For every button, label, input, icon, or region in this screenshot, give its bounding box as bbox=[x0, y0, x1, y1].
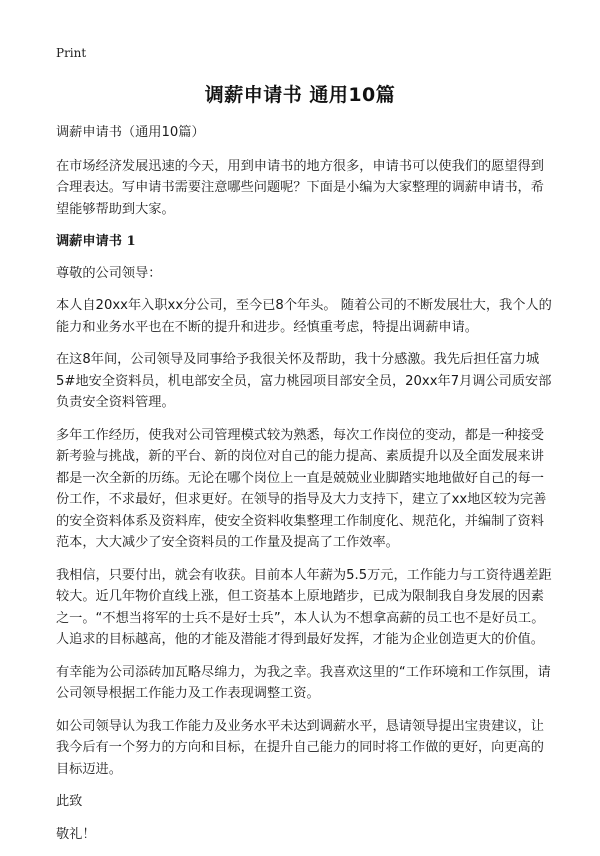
body-paragraph: 多年工作经历，使我对公司管理模式较为熟悉，每次工作岗位的变动，都是一种接受新考验与挑战，新的平台、新的岗位对自己的能力提高、素质提升以及全面发展来讲都是一次全新的历练。无论在哪个岗位上一直是兢兢业业脚踏实地地做好自己的每一份工作，不求最好，但求更好。在领导的指导及大力支持下，建立了xx地区较为完善的安全资料体系及资料库，使安全资料收集整理工作制度化、规范化，并编制了资料范本，大大减少了安全资料员的工作量及提高了工作效率。 bbox=[56, 427, 547, 550]
body-paragraph: 在这8年间，公司领导及同事给予我很关怀及帮助，我十分感激。我先后担任富力城5#地安全资料员，机电部安全员，富力桃园项目部安全员，20xx年7月调公司质安部负责安全资料管理。 bbox=[56, 352, 552, 410]
section-heading: 调薪申请书 1 bbox=[56, 234, 136, 249]
document-body bbox=[56, 122, 556, 856]
body-paragraph: 本人自20xx年入职xx分公司，至今已8个年头。 随着公司的不断发展壮大，我个人的能力和业务水平也在不断的提升和进步。经慎重考虑，特提出调薪申请。 bbox=[56, 298, 552, 335]
body-paragraph: 如公司领导认为我工作能力及业务水平未达到调薪水平，恳请领导提出宝贵建议，让我今后有一个努力的方向和目标，在提升自己能力的同时将工作做的更好，向更高的目标迈进。 bbox=[56, 718, 544, 777]
closing-greeting: 敬礼！ bbox=[56, 826, 96, 842]
print-label[interactable]: Print bbox=[56, 46, 87, 60]
document-subtitle: 调薪申请书（通用10篇） bbox=[56, 125, 205, 140]
salutation: 尊敬的公司领导： bbox=[56, 265, 162, 281]
intro-paragraph: 在市场经济发展迅速的今天，用到申请书的地方很多，申请书可以使我们的愿望得到合理表达。写申请书需要注意哪些问题呢？下面是小编为大家整理的调薪申请书，希望能够帮助到大家。 bbox=[56, 158, 544, 217]
body-paragraph: 有幸能为公司添砖加瓦略尽绵力，为我之幸。我喜欢这里的“工作环境和工作氛围，请公司领导根据工作能力及工作表现调整工资。 bbox=[56, 664, 551, 701]
body-paragraph: 我相信，只要付出，就会有收获。目前本人年薪为5.5万元，工作能力与工资待遇差距较大。近几年物价直线上涨，但工资基本上原地踏步，已成为限制我自身发展的因素之一。“不想当将军的士兵不是好士兵”，本人认为不想拿高薪的员工也不是好员工。人追求的目标越高，他的才能及潜能才得到最好发挥，才能为企业创造更大的价值。 bbox=[56, 567, 552, 647]
page-title: 调薪申请书 通用10篇 bbox=[204, 84, 396, 106]
closing-line: 此致 bbox=[56, 794, 83, 809]
